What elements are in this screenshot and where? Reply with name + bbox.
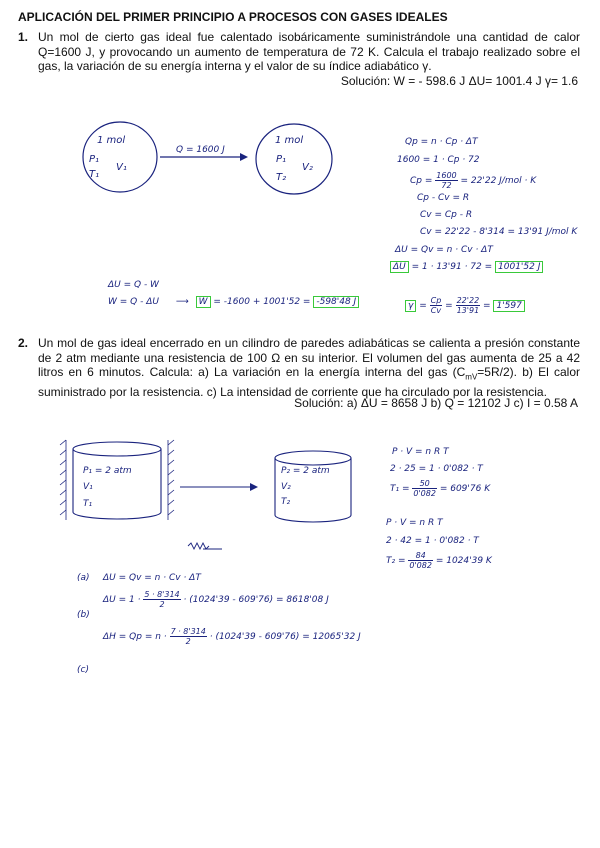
cylinder-2-volume: V₂	[281, 482, 291, 492]
page-title: APLICACIÓN DEL PRIMER PRINCIPIO A PROCESOS CON GASES IDEALES	[18, 10, 448, 24]
work-2-line-5: 2 · 42 = 1 · 0'082 · T	[386, 536, 479, 546]
problem-1-text: Un mol de cierto gas ideal fue calentado isobáricamente suministrándole una cantidad de calor Q=1600 J, y provocando un aumento de temperatura de 72 K. Calcula el trabajo realizado sobre el gas, la variación de su energía interna y el valor de su índice adiabático γ.	[38, 30, 580, 73]
state-1-volume: V₁	[116, 162, 127, 173]
cylinder-2-bottom	[275, 515, 351, 522]
work-1-line-5: Cv = Cp - R	[420, 210, 473, 220]
work-1-w-line: W = Q - ΔU ⟶ W = -1600 + 1001'52 = -598'48 J	[108, 297, 359, 307]
part-b-line-1: ΔH = Qp = n · $\frac{7 \cdot 8'314}{2}$ · (1024'39 - 609'76) = 12065'32 J	[103, 627, 361, 646]
delta-u-result: 1001'52 J	[495, 261, 543, 273]
state-1-pressure: P₁	[89, 154, 100, 165]
state-2-volume: V₂	[302, 162, 313, 173]
work-2-line-2: 2 · 25 = 1 · 0'082 · T	[390, 464, 483, 474]
work-1-line-3: Cp = $\frac{1600}{72}$ = 22'22 J/mol · K	[410, 171, 537, 190]
state-2-pressure: P₁	[276, 154, 287, 165]
resistor-symbol	[188, 543, 209, 549]
work-1-line-1: Qp = n · Cp · ΔT	[405, 137, 478, 147]
part-c-label: (c)	[77, 665, 89, 675]
problem-2-number: 2.	[18, 336, 29, 350]
cylinder-1-volume: V₁	[83, 482, 93, 492]
state-1-temperature: T₁	[89, 169, 100, 180]
state-1-mol: 1 mol	[97, 135, 126, 146]
problem-1-number: 1.	[18, 30, 29, 44]
work-1-gamma: γ = $\frac{Cp}{Cv}$ = $\frac{22'22}{13'91}$ = 1'597	[405, 296, 525, 315]
heat-label: Q = 1600 J	[176, 145, 225, 155]
problem-2-solution: Solución: a) ΔU = 8658 J b) Q = 12102 J c) I = 0.58 A	[294, 396, 578, 410]
work-1-line-4: Cp - Cv = R	[417, 193, 470, 203]
work-1-line-2: 1600 = 1 · Cp · 72	[397, 155, 480, 165]
w-result: -598'48 J	[313, 296, 359, 308]
cylinder-1-pressure: P₁ = 2 atm	[83, 466, 132, 476]
work-1-line-7: ΔU = Qv = n · Cv · ΔT	[395, 245, 493, 255]
work-1-line-8: ΔU = 1 · 13'91 · 72 = 1001'52 J	[390, 262, 543, 272]
work-2-line-1: P · V = n R T	[392, 447, 449, 457]
part-a-line-2: ΔU = 1 · $\frac{5 \cdot 8'314}{2}$ · (1024'39 - 609'76) = 8618'08 J	[103, 590, 329, 609]
cylinder-1-temperature: T₁	[83, 499, 93, 509]
cylinder-2-temperature: T₂	[281, 497, 291, 507]
work-2-line-6: T₂ = $\frac{84}{0'082}$ = 1024'39 K	[386, 551, 492, 570]
process-2-arrow-head	[250, 483, 258, 491]
cylinder-2-top	[275, 451, 351, 465]
work-1-delta-u: ΔU = Q - W	[108, 280, 159, 290]
state-2-mol: 1 mol	[275, 135, 304, 146]
state-2-temperature: T₂	[276, 172, 287, 183]
work-2-line-4: P · V = n R T	[386, 518, 443, 528]
cylinder-1-bottom	[73, 512, 161, 519]
cylinder-1-top	[73, 442, 161, 456]
part-a-line-1: ΔU = Qv = n · Cv · ΔT	[103, 573, 201, 583]
work-2-line-3: T₁ = $\frac{50}{0'082}$ = 609'76 K	[390, 479, 491, 498]
gamma-result: 1'597	[493, 300, 524, 312]
problem-2-text: Un mol de gas ideal encerrado en un cilindro de paredes adiabáticas se calienta a presión constante de 2 atm mediante una resistencia de 100 Ω en su interior. El volumen del gas aumenta de 25 a 42 litros en 6 minutos. Calcula: a) La variación en la energía interna del gas $(C_{mV}=5R/2)$. b) El calor suministrado por la resistencia. c) La intensidad de corriente que ha circulado por la resistencia.	[38, 336, 580, 399]
cylinder-2-pressure: P₂ = 2 atm	[281, 466, 330, 476]
work-1-line-6: Cv = 22'22 - 8'314 = 13'91 J/mol K	[420, 227, 578, 237]
part-b-label: (b)	[77, 610, 90, 620]
part-a-label: (a)	[77, 573, 90, 583]
problem-1-solution: Solución: W = - 598.6 J ΔU= 1001.4 J γ= 1.6	[340, 74, 578, 88]
